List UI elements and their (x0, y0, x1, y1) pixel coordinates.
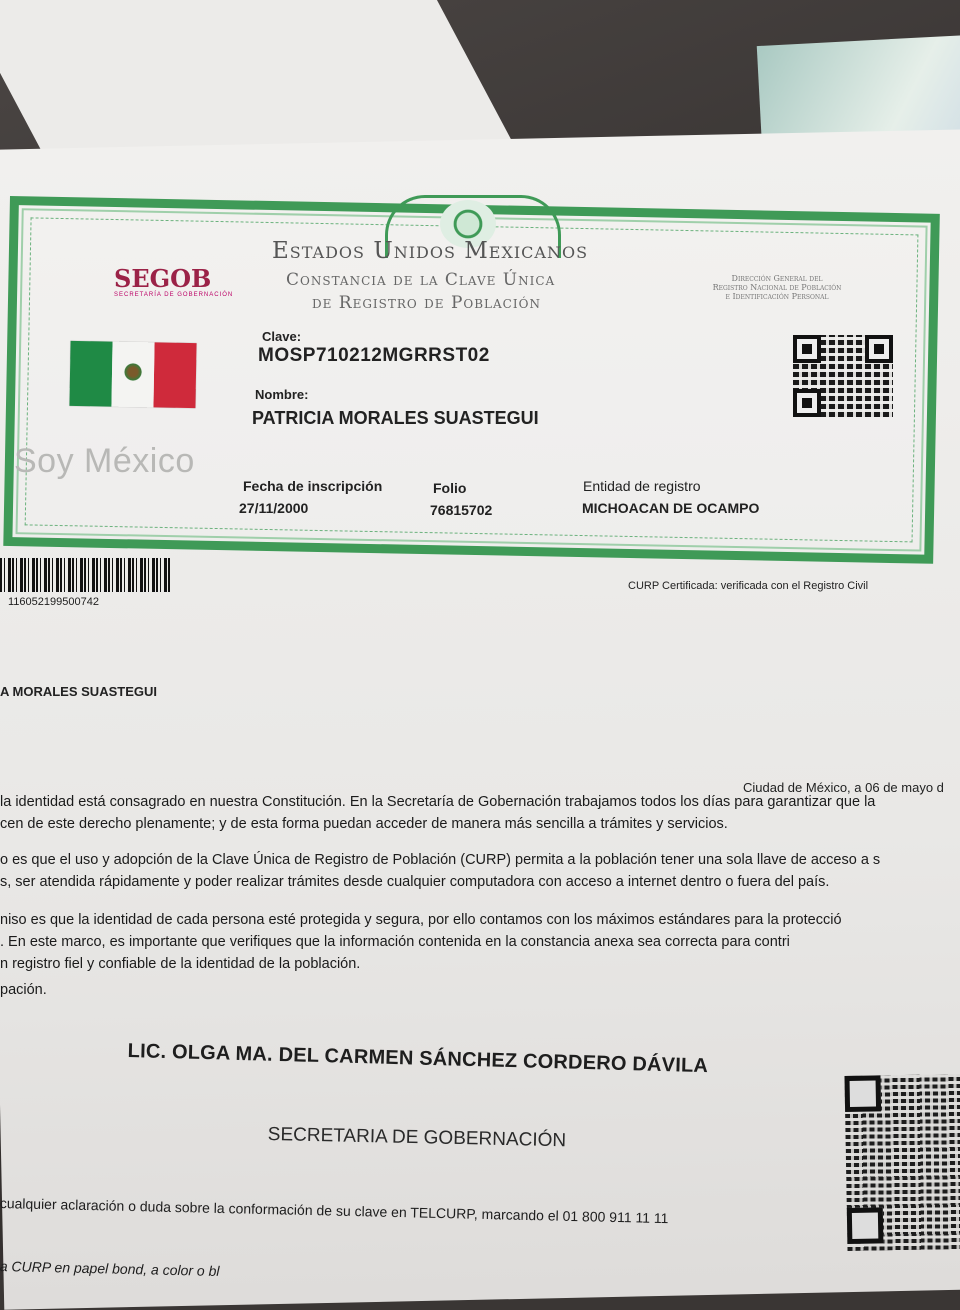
clave-label: Clave: (262, 329, 302, 344)
nombre-label: Nombre: (255, 387, 309, 402)
letter-place-date: Ciudad de México, a 06 de mayo d (743, 780, 944, 795)
fecha-value: 27/11/2000 (239, 500, 309, 516)
document-title-line2: de Registro de Población (312, 293, 541, 313)
closing-line: pación. (0, 982, 47, 998)
barcode-number: 116052199500742 (8, 596, 99, 608)
paragraph-1-line-2: cen de este derecho plenamente; y de esta forma puedan acceder de manera más sencilla a trámites y servicios. (0, 816, 728, 832)
paragraph-3-line-3: n registro fiel y confiable de la identidad de la población. (0, 956, 361, 972)
nombre-value: PATRICIA MORALES SUASTEGUI (252, 408, 539, 428)
paragraph-3-line-1: niso es que la identidad de cada persona esté protegida y segura, por ello contamos con los máximos estándares para la protecció (0, 912, 842, 928)
paragraph-3-line-2: . En este marco, es importante que verifiques que la información contenida en la constancia anexa sea correcta para contri (0, 934, 790, 950)
certified-note: CURP Certificada: verificada con el Registro Civil (628, 580, 869, 592)
entidad-label: Entidad de registro (583, 478, 701, 494)
fecha-label: Fecha de inscripción (243, 478, 383, 494)
segob-logo: SEGOB (114, 264, 212, 293)
large-qr-code-icon (844, 1074, 960, 1251)
footer-note: a CURP en papel bond, a color o bl (0, 1258, 220, 1279)
paragraph-2-line-1: o es que el uso y adopción de la Clave Única de Registro de Población (CURP) permita a la población tener una sola llave de acceso a s (0, 852, 881, 868)
barcode-icon (0, 558, 172, 592)
folio-value: 76815702 (430, 502, 493, 518)
contact-line: cualquier aclaración o duda sobre la conformación de su clave en TELCURP, marcando el 01 800 911 11 11 (0, 1195, 669, 1227)
letter-recipient: A MORALES SUASTEGUI (0, 684, 157, 699)
clave-value: MOSP710212MGRRST02 (258, 345, 490, 366)
country-title: Estados Unidos Mexicanos (272, 238, 589, 264)
slogan: Soy México (14, 442, 195, 480)
signer-name: LIC. OLGA MA. DEL CARMEN SÁNCHEZ CORDERO DÁVILA (127, 1040, 709, 1078)
entidad-value: MICHOACAN DE OCAMPO (582, 500, 760, 516)
signer-title: SECRETARIA DE GOBERNACIÓN (267, 1124, 567, 1152)
folio-label: Folio (433, 480, 467, 496)
mexico-flag-icon (69, 341, 196, 408)
directorate-text: Dirección General del Registro Nacional de Población e Identificación Personal (712, 274, 842, 301)
paragraph-2-line-2: s, ser atendida rápidamente y poder realizar trámites desde cualquier computadora con acceso a internet dentro o fuera del país. (0, 874, 830, 890)
segob-logo-subtitle: SECRETARÍA DE GOBERNACIÓN (114, 292, 234, 298)
qr-code-icon (793, 335, 893, 417)
paragraph-1-line-1: la identidad está consagrado en nuestra Constitución. En la Secretaría de Gobernación trabajamos todos los días para garantizar que la (0, 794, 876, 810)
document-title-line1: Constancia de la Clave Única (286, 270, 556, 290)
